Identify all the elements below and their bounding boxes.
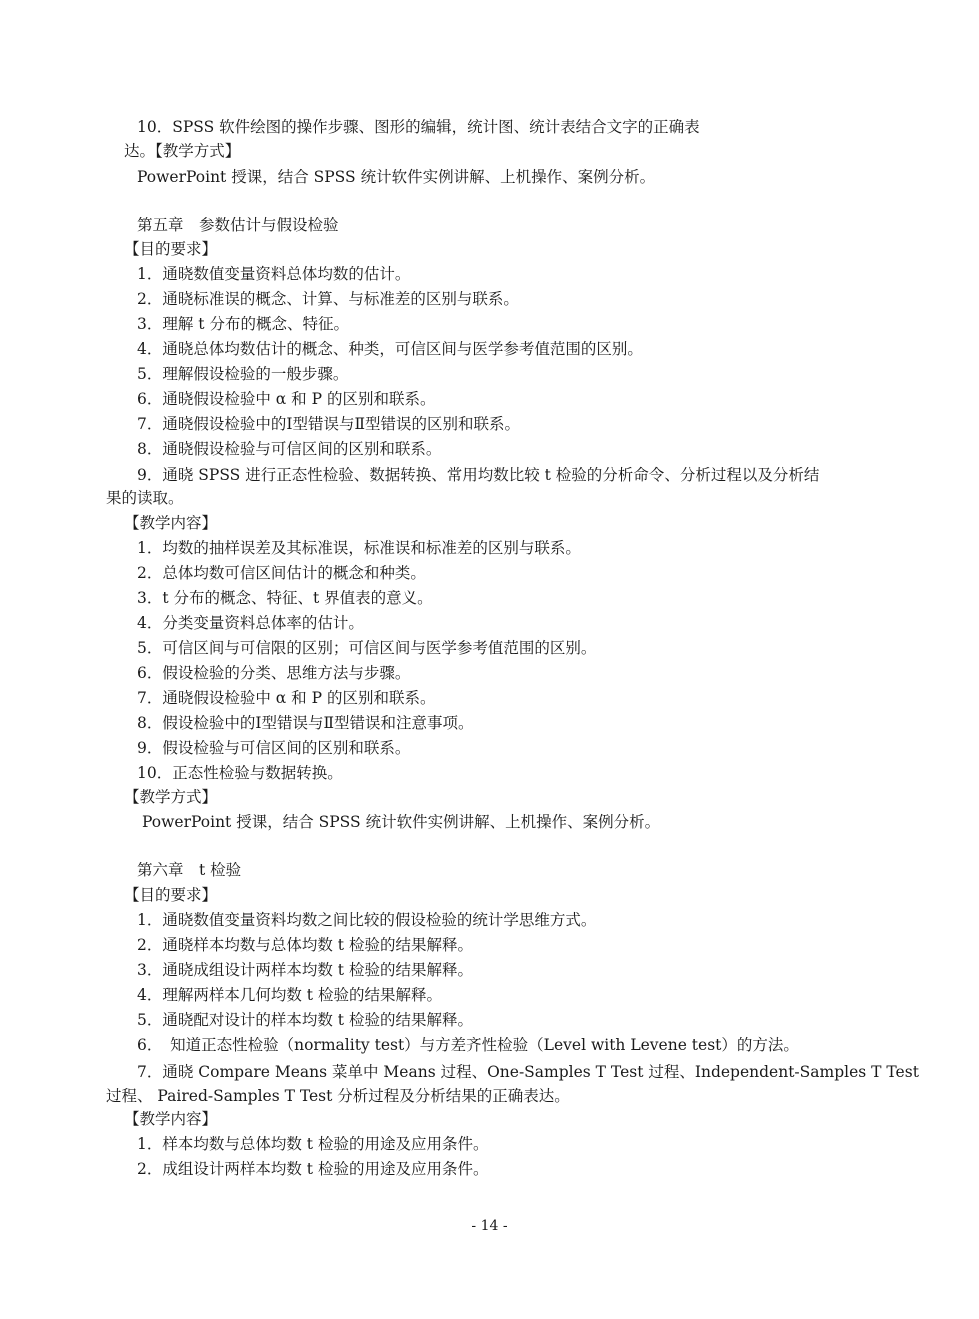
text-line: 4．理解两样本几何均数 t 检验的结果解释。 xyxy=(137,986,442,1004)
text-line: 3．t 分布的概念、特征、t 界值表的意义。 xyxy=(137,589,433,607)
text-line: 达。【教学方式】 xyxy=(124,142,241,160)
text-line: 3．通晓成组设计两样本均数 t 检验的结果解释。 xyxy=(137,961,473,979)
text-line: 7．通晓 Compare Means 菜单中 Means 过程、One-Samples T Test 过程、Independent-Samples T Test xyxy=(137,1063,919,1081)
text-line: 第六章 t 检验 xyxy=(137,861,242,879)
text-line: 【目的要求】 xyxy=(124,240,218,258)
text-line: 4．分类变量资料总体率的估计。 xyxy=(137,614,364,632)
text-line: 2．通晓样本均数与总体均数 t 检验的结果解释。 xyxy=(137,936,473,954)
text-line: 【教学内容】 xyxy=(124,514,218,532)
text-line: 7．通晓假设检验中的Ⅰ型错误与Ⅱ型错误的区别和联系。 xyxy=(137,415,521,433)
text-line: 3．理解 t 分布的概念、特征。 xyxy=(137,315,349,333)
text-line: 1．均数的抽样误差及其标准误，标准误和标准差的区别与联系。 xyxy=(137,539,581,557)
text-line: 过程、 Paired-Samples T Test 分析过程及分析结果的正确表达。 xyxy=(106,1087,570,1105)
page-number: - 14 - xyxy=(471,1218,508,1234)
text-line: 【教学内容】 xyxy=(124,1110,218,1128)
text-line: 2．成组设计两样本均数 t 检验的用途及应用条件。 xyxy=(137,1160,489,1178)
text-line: 10．正态性检验与数据转换。 xyxy=(137,764,343,782)
text-line: 【目的要求】 xyxy=(124,886,218,904)
text-line: 5．通晓配对设计的样本均数 t 检验的结果解释。 xyxy=(137,1011,473,1029)
text-line: 【教学方式】 xyxy=(124,788,218,806)
text-line: 8．通晓假设检验与可信区间的区别和联系。 xyxy=(137,440,442,458)
text-line: PowerPoint 授课，结合 SPSS 统计软件实例讲解、上机操作、案例分析。 xyxy=(142,813,661,831)
text-line: 果的读取。 xyxy=(106,489,184,507)
text-line: 第五章 参数估计与假设检验 xyxy=(137,216,339,234)
text-line: 9．假设检验与可信区间的区别和联系。 xyxy=(137,739,411,757)
text-line: 10．SPSS 软件绘图的操作步骤、图形的编辑，统计图、统计表结合文字的正确表 xyxy=(137,118,700,136)
text-line: 7．通晓假设检验中 α 和 P 的区别和联系。 xyxy=(137,689,436,707)
text-line: 5．理解假设检验的一般步骤。 xyxy=(137,365,349,383)
text-line: 9．通晓 SPSS 进行正态性检验、数据转换、常用均数比较 t 检验的分析命令、分析过程以及分析结 xyxy=(137,466,820,484)
text-line: 8．假设检验中的Ⅰ型错误与Ⅱ型错误和注意事项。 xyxy=(137,714,474,732)
text-line: 1．样本均数与总体均数 t 检验的用途及应用条件。 xyxy=(137,1135,489,1153)
text-line: 2．通晓标准误的概念、计算、与标准差的区别与联系。 xyxy=(137,290,519,308)
text-line: 1．通晓数值变量资料均数之间比较的假设检验的统计学思维方式。 xyxy=(137,911,597,929)
text-line: PowerPoint 授课，结合 SPSS 统计软件实例讲解、上机操作、案例分析。 xyxy=(137,168,656,186)
text-line: 6．假设检验的分类、思维方法与步骤。 xyxy=(137,664,411,682)
text-line: 6．通晓假设检验中 α 和 P 的区别和联系。 xyxy=(137,390,436,408)
text-line: 1．通晓数值变量资料总体均数的估计。 xyxy=(137,265,411,283)
text-line: 2．总体均数可信区间估计的概念和种类。 xyxy=(137,564,426,582)
text-line: 5．可信区间与可信限的区别；可信区间与医学参考值范围的区别。 xyxy=(137,639,597,657)
text-line: 4．通晓总体均数估计的概念、种类，可信区间与医学参考值范围的区别。 xyxy=(137,340,643,358)
text-line: 6． 知道正态性检验（normality test）与方差齐性检验（Level with Levene test）的方法。 xyxy=(137,1036,799,1054)
